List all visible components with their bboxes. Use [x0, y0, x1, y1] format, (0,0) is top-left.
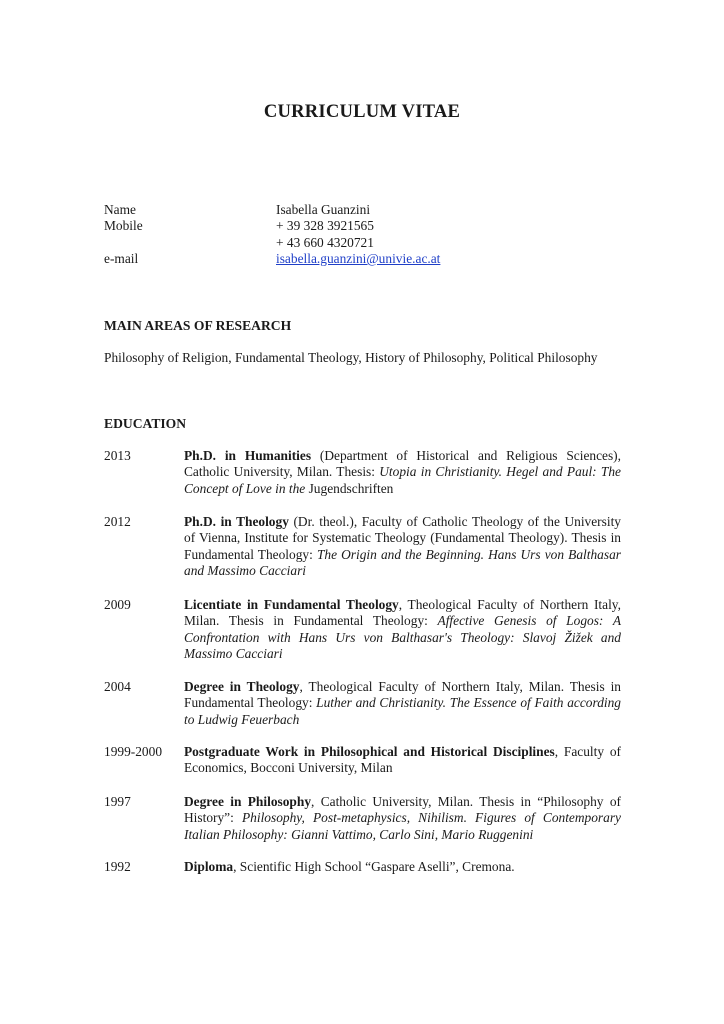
education-description [184, 448, 621, 497]
degree-title: Degree in Theology [184, 679, 300, 694]
education-year: 2004 [104, 679, 131, 694]
education-entry [104, 679, 621, 728]
contact-row-mobile-2 [104, 235, 440, 251]
education-description [184, 859, 621, 875]
thesis-title: Philosophy, Post-metaphysics, Nihilism. Figures of Contemporary Italian Philosophy: Gianni Vattimo, Carlo Sini, Mario Ruggenini [184, 810, 621, 842]
contact-row-mobile [104, 218, 440, 234]
education-entry [104, 744, 621, 777]
thesis-title: Affective Genesis of Logos: A Confrontation with Hans Urs von Balthasar's Theology: Slavoj Žižek and Massimo Cacciari [184, 613, 621, 661]
education-description [184, 744, 621, 777]
education-entry [104, 597, 621, 662]
name-label: Name [104, 202, 136, 217]
education-entry [104, 448, 621, 497]
education-description [184, 514, 621, 579]
degree-details: , Scientific High School “Gaspare Aselli”, Cremona. [233, 859, 515, 874]
research-text: Philosophy of Religion, Fundamental Theology, History of Philosophy, Political Philosophy [104, 350, 598, 365]
education-year: 1992 [104, 859, 131, 874]
education-heading: EDUCATION [104, 416, 187, 431]
research-heading: MAIN AREAS OF RESEARCH [104, 318, 292, 333]
thesis-title: The Origin and the Beginning. Hans Urs von Balthasar and Massimo Cacciari [184, 546, 621, 578]
page-title: CURRICULUM VITAE [263, 101, 461, 122]
mobile-label: Mobile [104, 218, 143, 234]
thesis-title: Utopia in Christianity. Hegel and Paul: The Concept of Love in the [184, 464, 621, 496]
name-value: Isabella Guanzini [276, 202, 371, 217]
education-year: 2013 [104, 448, 131, 463]
degree-details: (Department of Historical and Religious Sciences), Catholic University, Milan. Thesis: [184, 448, 621, 480]
email-link[interactable]: isabella.guanzini@univie.ac.at [276, 250, 441, 266]
email-label: e-mail [104, 250, 139, 266]
degree-details: , Faculty of Economics, Bocconi University, Milan [184, 744, 621, 776]
education-description [184, 794, 621, 843]
education-year: 2009 [104, 597, 131, 612]
degree-title: Degree in Philosophy [184, 794, 312, 809]
thesis-suffix: Jugendschriften [305, 480, 394, 496]
education-description [184, 597, 621, 662]
degree-title: Licentiate in Fundamental Theology [184, 597, 399, 612]
education-year: 2012 [104, 514, 131, 529]
education-year: 1999-2000 [104, 744, 163, 759]
degree-details: , Catholic University, Milan. Thesis in “Philosophy of History”: [184, 794, 621, 826]
education-entry [104, 514, 621, 579]
empty-label [104, 235, 276, 251]
contact-row-name [104, 202, 440, 218]
contact-row-email [104, 251, 440, 267]
degree-details: (Dr. theol.), Faculty of Catholic Theology of the University of Vienna, Institute for Systematic Theology (Fundamental Theology). Thesis in Fundamental Theology: [184, 514, 621, 562]
education-entry [104, 859, 621, 875]
education-year: 1997 [104, 794, 131, 809]
contact-block [104, 202, 440, 267]
degree-title: Postgraduate Work in Philosophical and Historical Disciplines [184, 744, 555, 759]
degree-details: , Theological Faculty of Northern Italy, Milan. Thesis in Fundamental Theology: [184, 679, 622, 711]
education-description [184, 679, 621, 728]
mobile-value-2: + 43 660 4320721 [276, 234, 374, 250]
degree-title: Diploma [184, 859, 234, 874]
thesis-title: Luther and Christianity. The Essence of Faith according to Ludwig Feuerbach [184, 695, 621, 727]
mobile-value-1: + 39 328 3921565 [276, 218, 374, 234]
degree-details: , Theological Faculty of Northern Italy, Milan. Thesis in Fundamental Theology: [184, 597, 621, 629]
degree-title: Ph.D. in Humanities [184, 448, 312, 463]
education-entry [104, 794, 621, 843]
degree-title: Ph.D. in Theology [184, 514, 289, 529]
